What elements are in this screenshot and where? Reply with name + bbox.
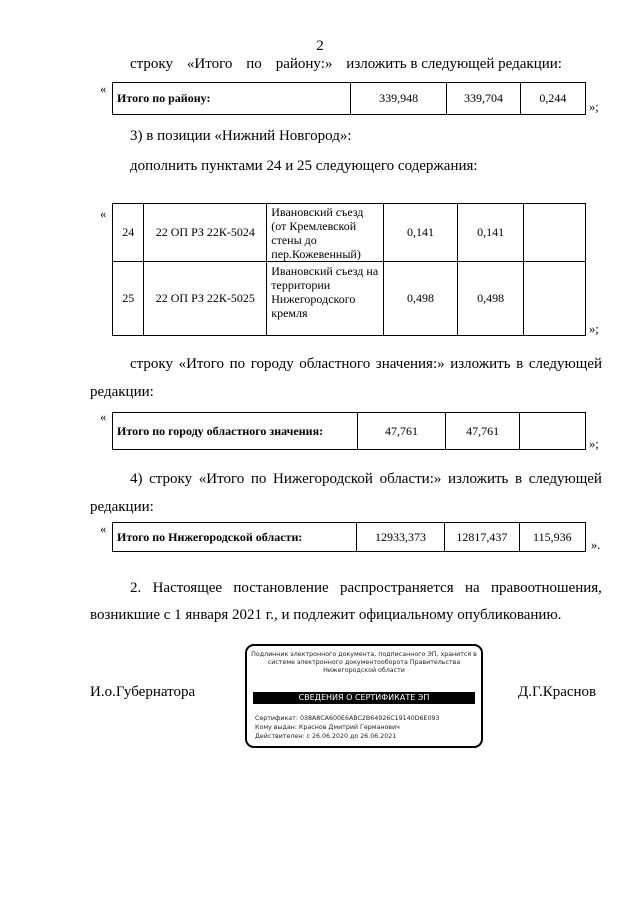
- word: на: [464, 580, 480, 596]
- close-quote: »;: [589, 100, 599, 114]
- table-city-total: [112, 412, 586, 450]
- table-cell: 47,761: [445, 413, 519, 450]
- word: в: [516, 356, 524, 372]
- word: району:»: [275, 56, 333, 72]
- table-cell: 115,936: [519, 523, 585, 552]
- word: изложить: [448, 471, 509, 487]
- table-row: [113, 204, 586, 262]
- word: Настоящее: [152, 580, 223, 596]
- table-cell: 339,948: [351, 83, 447, 115]
- paragraph-effective: [130, 580, 602, 597]
- word: по: [250, 471, 267, 487]
- paragraph-city-tail: редакции:: [90, 384, 154, 400]
- page-number: 2: [316, 38, 324, 54]
- word: следующей: [528, 356, 602, 372]
- word: «Итого: [178, 356, 225, 372]
- paragraph-add-items: дополнить пунктами 24 и 25 следующего содержания:: [130, 158, 478, 174]
- table-cell: 0,498: [383, 262, 457, 336]
- table-cell-name: Ивановский съезд (от Кремлевской стены до пер.Кожевенный): [267, 204, 384, 262]
- paragraph-district-intro: [130, 56, 562, 73]
- word: правоотношения,: [490, 580, 602, 596]
- table-cell-num: 24: [113, 204, 144, 262]
- word: городу: [250, 356, 294, 372]
- e-signature-stamp: [245, 644, 483, 748]
- table-cell: [520, 413, 586, 450]
- open-quote: «: [100, 82, 107, 96]
- word: следующей: [528, 471, 602, 487]
- table-cell: 339,704: [447, 83, 521, 115]
- word: по: [246, 56, 262, 72]
- table-row: [113, 262, 586, 336]
- stamp-issued-to: Кому выдан: Краснов Дмитрий Германович: [255, 724, 400, 731]
- table-cell: [524, 204, 586, 262]
- table-cell-code: 22 ОП РЗ 22К-5024: [144, 204, 267, 262]
- table-cell-code: 22 ОП РЗ 22К-5025: [144, 262, 267, 336]
- paragraph-effective-tail: возникшие с 1 января 2021 г., и подлежит официальному опубликованию.: [90, 607, 562, 623]
- open-quote: «: [100, 207, 107, 221]
- table-cell-num: 25: [113, 262, 144, 336]
- table-cell-name: Ивановский съезд на территории Нижегородского кремля: [267, 262, 384, 336]
- table-items: [112, 203, 586, 336]
- paragraph-item-3: 3) в позиции «Нижний Новгород»:: [130, 128, 352, 144]
- word: распространяется: [339, 580, 454, 596]
- signatory-title: И.о.Губернатора: [90, 684, 196, 700]
- table-label: Итого по Нижегородской области:: [113, 523, 357, 552]
- table-cell: 12817,437: [445, 523, 520, 552]
- table-cell: 12933,373: [357, 523, 445, 552]
- word: области:»: [379, 471, 442, 487]
- word: строку: [149, 471, 193, 487]
- paragraph-region: [130, 471, 602, 488]
- table-cell: 0,244: [520, 83, 585, 115]
- stamp-title: СВЕДЕНИЯ О СЕРТИФИКАТЕ ЭП: [253, 692, 475, 704]
- table-district-total: [112, 82, 586, 115]
- open-quote: «: [100, 522, 107, 536]
- word: Нижегородской: [273, 471, 373, 487]
- word: в: [515, 471, 523, 487]
- word: областного: [299, 356, 371, 372]
- word: изложить: [450, 356, 511, 372]
- stamp-certificate: Сертификат: 038A8CA600E6ABC2B64926C19140D6E093: [255, 715, 440, 722]
- word: «Итого: [198, 471, 245, 487]
- word: значения:»: [375, 356, 445, 372]
- table-region-total: [112, 522, 586, 552]
- close-quote: ».: [591, 538, 601, 552]
- paragraph-region-tail: редакции:: [90, 499, 154, 515]
- table-cell: [524, 262, 586, 336]
- table-label: Итого по району:: [113, 83, 351, 115]
- word: 4): [130, 471, 143, 487]
- paragraph-city: [130, 356, 602, 373]
- open-quote: «: [100, 410, 107, 424]
- word: 2.: [130, 580, 142, 596]
- word: «Итого: [186, 56, 233, 72]
- table-cell: 0,141: [458, 204, 524, 262]
- table-label: Итого по городу областного значения:: [113, 413, 358, 450]
- stamp-header: Подлинник электронного документа, подписанного ЭП, хранится в системе электронного документооборота Правительства Нижегородской области: [251, 651, 477, 674]
- word: строку: [130, 56, 173, 72]
- word: строку: [130, 356, 173, 372]
- close-quote: »;: [589, 322, 599, 336]
- word: постановление: [233, 580, 329, 596]
- word: изложить в следующей редакции:: [346, 56, 562, 72]
- stamp-valid: Действителен: с 26.06.2020 до 26.06.2021: [255, 733, 397, 740]
- signatory-name: Д.Г.Краснов: [518, 684, 597, 700]
- close-quote: »;: [589, 437, 599, 451]
- table-cell: 0,141: [383, 204, 457, 262]
- table-cell: 0,498: [458, 262, 524, 336]
- word: по: [229, 356, 246, 372]
- table-cell: 47,761: [358, 413, 446, 450]
